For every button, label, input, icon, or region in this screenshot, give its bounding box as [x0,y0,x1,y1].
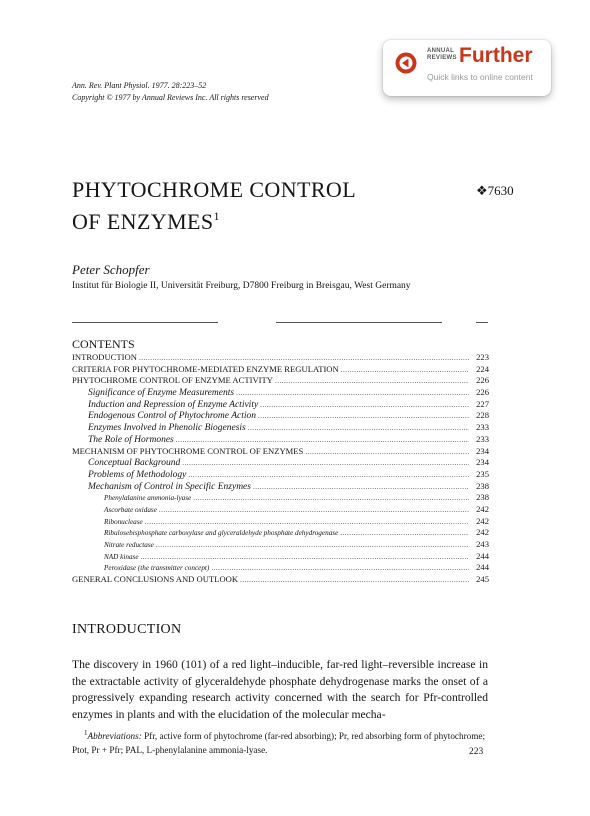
toc-entry-page: 228 [476,410,489,421]
table-of-contents [72,352,489,586]
toc-entry-label: Enzymes Involved in Phenolic Biogenesis [88,423,246,434]
toc-entry-label: GENERAL CONCLUSIONS AND OUTLOOK [72,574,239,585]
toc-entry-label: Ribonuclease [104,517,143,526]
badge-tagline: Quick links to online content [427,72,533,82]
footnote-text: Pfr, active form of phytochrome (far-red absorbing); Pr, red absorbing form of phytochrome; Ptot, Pr + Pfr; PAL, L-phenylalanine ammonia-lyase. [72,731,486,756]
citation-line-1: Ann. Rev. Plant Physiol. 1977. 28:223–52 [72,81,207,90]
toc-entry-page: 234 [476,445,489,456]
toc-entry-page: 223 [476,352,489,362]
intro-paragraph: The discovery in 1960 (101) of a red light–inducible, far-red light–reversible increase in the extractable activity of glyceraldehyde phosphate dehydrogenase marks the onset of a progressively expanding research activity concerned with the search for Pfr-controlled enzymes in plants and with the elucidation of the molecular mecha- [72,658,488,721]
toc-entry-page: 226 [476,387,489,398]
toc-entry-page: 242 [476,527,489,538]
toc-entry[interactable] [72,504,489,516]
toc-entry-page: 242 [476,503,489,514]
toc-leader-dots [258,412,469,420]
footnote-label: Abbreviations: [87,731,142,742]
toc-entry-page: 224 [476,363,489,374]
divider-rule [276,322,442,323]
toc-entry-label: The Role of Hormones [88,434,174,445]
toc-entry-page: 238 [476,492,489,503]
toc-leader-dots [141,553,469,561]
toc-entry[interactable] [72,422,489,434]
toc-entry-label: MECHANISM OF PHYTOCHROME CONTROL OF ENZYMES [72,445,304,456]
toc-entry[interactable] [72,551,489,563]
toc-entry[interactable] [72,469,489,481]
toc-leader-dots [305,448,469,456]
toc-leader-dots [176,436,469,444]
toc-entry-label: CRITERIA FOR PHYTOCHROME-MEDIATED ENZYME REGULATION [72,363,339,374]
section-heading: INTRODUCTION [72,622,182,637]
title-footnote-mark[interactable]: 1 [213,209,220,223]
toc-entry[interactable] [72,539,489,551]
badge-further: Further [459,44,533,67]
further-badge[interactable] [383,40,551,96]
annual-reviews-logo-icon [395,52,417,74]
toc-leader-dots [248,424,469,432]
toc-entry-label: Peroxidase (the transmitter concept) [104,564,210,573]
toc-leader-dots [260,401,469,409]
toc-entry-label: Phenylalanine ammonia-lyase [104,494,192,503]
title-line-2-text: OF ENZYMES [72,209,214,234]
toc-leader-dots [341,366,469,374]
toc-leader-dots [156,541,469,549]
toc-entry-page: 242 [476,515,489,526]
contents-heading: CONTENTS [72,337,135,351]
footnote [72,726,488,757]
footnote-mark: 1 [84,729,88,737]
toc-entry[interactable] [72,375,489,387]
toc-entry-label: Ascorbate oxidase [104,505,157,514]
toc-leader-dots [236,389,469,397]
toc-leader-dots [182,459,469,467]
toc-entry[interactable] [72,492,489,504]
toc-entry-page: 233 [476,433,489,444]
toc-entry[interactable] [72,387,489,399]
toc-leader-dots [340,529,469,537]
toc-entry-label: Induction and Repression of Enzyme Activity [88,399,259,410]
toc-entry-label: Mechanism of Control in Specific Enzymes [88,481,251,492]
toc-entry-page: 244 [476,550,489,561]
toc-entry[interactable] [72,352,489,364]
toc-entry-page: 235 [476,468,489,479]
toc-entry-page: 245 [476,574,489,585]
toc-entry-page: 233 [476,422,489,433]
toc-entry[interactable] [72,481,489,493]
toc-entry[interactable] [72,364,489,376]
toc-entry-label: Conceptual Background [88,458,181,469]
toc-entry-page: 243 [476,539,489,549]
divider-rule [476,322,488,323]
toc-entry-label: Problems of Methodology [88,469,187,480]
toc-entry-label: Endogenous Control of Phytochrome Action [88,411,256,422]
title-line-1: PHYTOCHROME CONTROL [72,177,357,202]
toc-entry[interactable] [72,457,489,469]
toc-leader-dots [211,564,469,572]
toc-leader-dots [159,506,469,514]
toc-leader-dots [240,576,469,584]
author-name: Peter Schopfer [72,262,150,277]
toc-entry-page: 238 [476,480,489,491]
toc-entry-page: 244 [476,562,489,573]
toc-entry[interactable] [72,446,489,458]
toc-entry[interactable] [72,516,489,528]
toc-entry[interactable] [72,574,489,586]
author-affiliation: Institut für Biologie II, Universität Freiburg, D7800 Freiburg in Breisgau, West Germany [72,281,411,291]
toc-entry-page: 234 [476,457,489,468]
toc-entry-label: PHYTOCHROME CONTROL OF ENZYME ACTIVITY [72,375,273,386]
toc-entry[interactable] [72,562,489,574]
toc-entry-page: 227 [476,398,489,409]
toc-leader-dots [188,471,469,479]
toc-entry-label: Nitrate reductase [104,541,154,549]
toc-leader-dots [253,483,469,491]
citation-line-2: Copyright © 1977 by Annual Reviews Inc. All rights reserved [72,93,269,102]
divider-rule [72,322,218,323]
toc-leader-dots [145,518,469,526]
title-line-2 [72,203,356,235]
journal-citation [72,80,269,104]
toc-entry-label: INTRODUCTION [72,352,137,362]
toc-entry-label: Ribulosebisphosphate carboxylase and glyceraldehyde phosphate dehydrogenase [104,529,339,538]
toc-entry[interactable] [72,527,489,539]
article-title [72,176,356,235]
toc-entry[interactable] [72,399,489,411]
toc-leader-dots [275,377,469,385]
toc-leader-dots [139,354,469,362]
badge-reviews: REVIEWS [427,55,457,61]
toc-entry-label: Significance of Enzyme Measurements [88,388,235,399]
toc-leader-dots [193,494,469,502]
badge-annual: ANNUAL [427,48,455,54]
toc-entry[interactable] [72,434,489,446]
article-code: ❖7630 [476,183,514,198]
page-number: 223 [469,747,484,757]
toc-entry-label: NAD kinase [104,552,139,561]
toc-entry[interactable] [72,410,489,422]
badge-brand [427,48,457,62]
toc-entry-page: 226 [476,375,489,386]
